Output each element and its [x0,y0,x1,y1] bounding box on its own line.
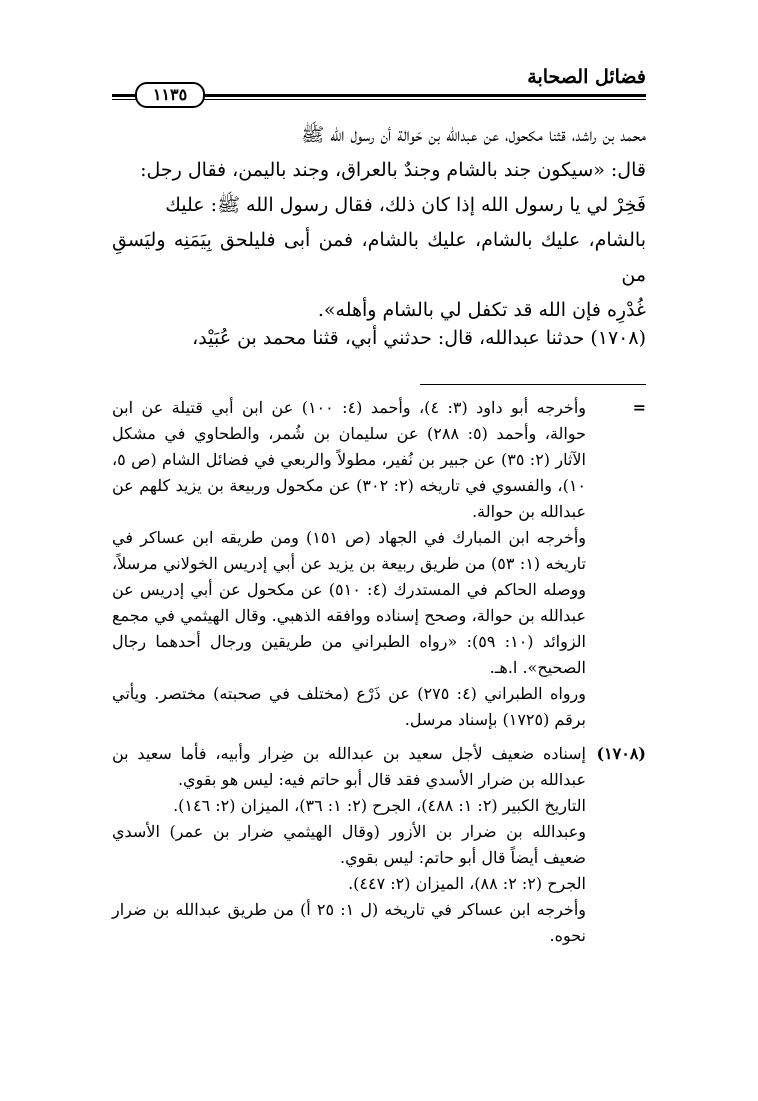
main-text-line: غُدْرِه فإن الله قد تكفل لي بالشام وأهله». [317,299,646,321]
footnote-marker: = [632,398,646,417]
footnote-paragraph: وأخرجه ابن المبارك في الجهاد (ص ١٥١) ومن طريقه ابن عساكر في تاريخه (١: ٥٣) من طريق ربيعة بن يزيد عن أبي إدريس الخولاني مرسلاً، ووصله الحاكم في المستدرك (٤: ٥١٠) عن مكحول عن أبي إدريس عن عبدالله بن حوالة، وصحح إسناده ووافقه الذهبي. وقال الهيثمي في مجمع الزوائد (١٠: ٥٩): «رواه الطبراني من طريقين ورجال أحدهما رجال الصحيح». ا.هـ. [112,528,587,677]
footnote-continued [112,395,646,733]
footnote-marker: (١٧٠٨) [596,744,646,763]
footnote-paragraph: التاريخ الكبير (٢: ١: ٤٨٨)، الجرح (٢: ١: ٣٦)، الميزان (٢: ١٤٦). [173,796,586,815]
main-text-line: فَخِرْ لي يا رسول الله إذا كان ذلك، فقال رسول الله ﷺ: عليك [165,194,646,216]
main-text-paragraph-2: (١٧٠٨) حدثنا عبدالله، قال: حدثني أبي، قثنا محمد بن عُبَيْد، [192,327,646,349]
footnote-paragraph: إسناده ضعيف لأجل سعيد بن عبدالله بن ضِرار وأبيه، فأما سعيد بن عبدالله بن ضرار الأسدي فقد قال أبو حاتم فيه: ليس هو بقوي. [112,744,587,789]
footnotes [112,395,646,957]
main-text-line: محمد بن راشد، قثنا مكحول، عن عبدالله بن حَوالة أن رسول الله ﷺ [301,124,646,146]
running-header-title: فضائل الصحابة [527,66,646,88]
page-number: ١١٣٥ [135,82,205,108]
footnote-separator [420,384,646,385]
footnote-paragraph: وأخرجه أبو داود (٣: ٤)، وأحمد (٤: ١٠٠) عن ابن أبي قتيلة عن ابن حوالة، وأحمد (٥: ٢٨٨) عن سليمان بن شُمر، والطحاوي في مشكل الآثار (٢: ٣٥) عن جبير بن نُفير، مطولاً والربعي في فضائل الشام (ص ٥، ١٠)، والفسوي في تاريخه (٢: ٣٠٢) عن مكحول وربيعة بن يزيد كلهم عن عبدالله بن حوالة. [112,398,587,521]
footnote-paragraph: وعبدالله بن ضرار بن الأزور (وقال الهيثمي ضرار بن عمر) الأسدي ضعيف أيضاً قال أبو حاتم: ليس بقوي. [112,822,586,867]
main-text-line: بالشام، عليك بالشام، عليك بالشام، فمن أبى فليلحق بِيَمَنِه وليَسقِ من [112,229,646,286]
footnote-paragraph: الجرح (٢: ٢: ٨٨)، الميزان (٢: ٤٤٧). [348,874,586,893]
main-text-line: قال: «سيكون جند بالشام وجندٌ بالعراق، وجند باليمن، فقال رجل: [140,159,646,181]
main-text-paragraph-1 [112,118,646,328]
footnote-paragraph: ورواه الطبراني (٤: ٢٧٥) عن ذَرْع (مختلف في صحبته) مختصر. ويأتي برقم (١٧٢٥) بإسناد مرسل. [112,684,586,729]
footnote-paragraph: وأخرجه ابن عساكر في تاريخه (ل ١: ٢٥ أ) من طريق عبدالله بن ضرار نحوه. [112,900,586,945]
footnote-1708 [112,741,646,949]
